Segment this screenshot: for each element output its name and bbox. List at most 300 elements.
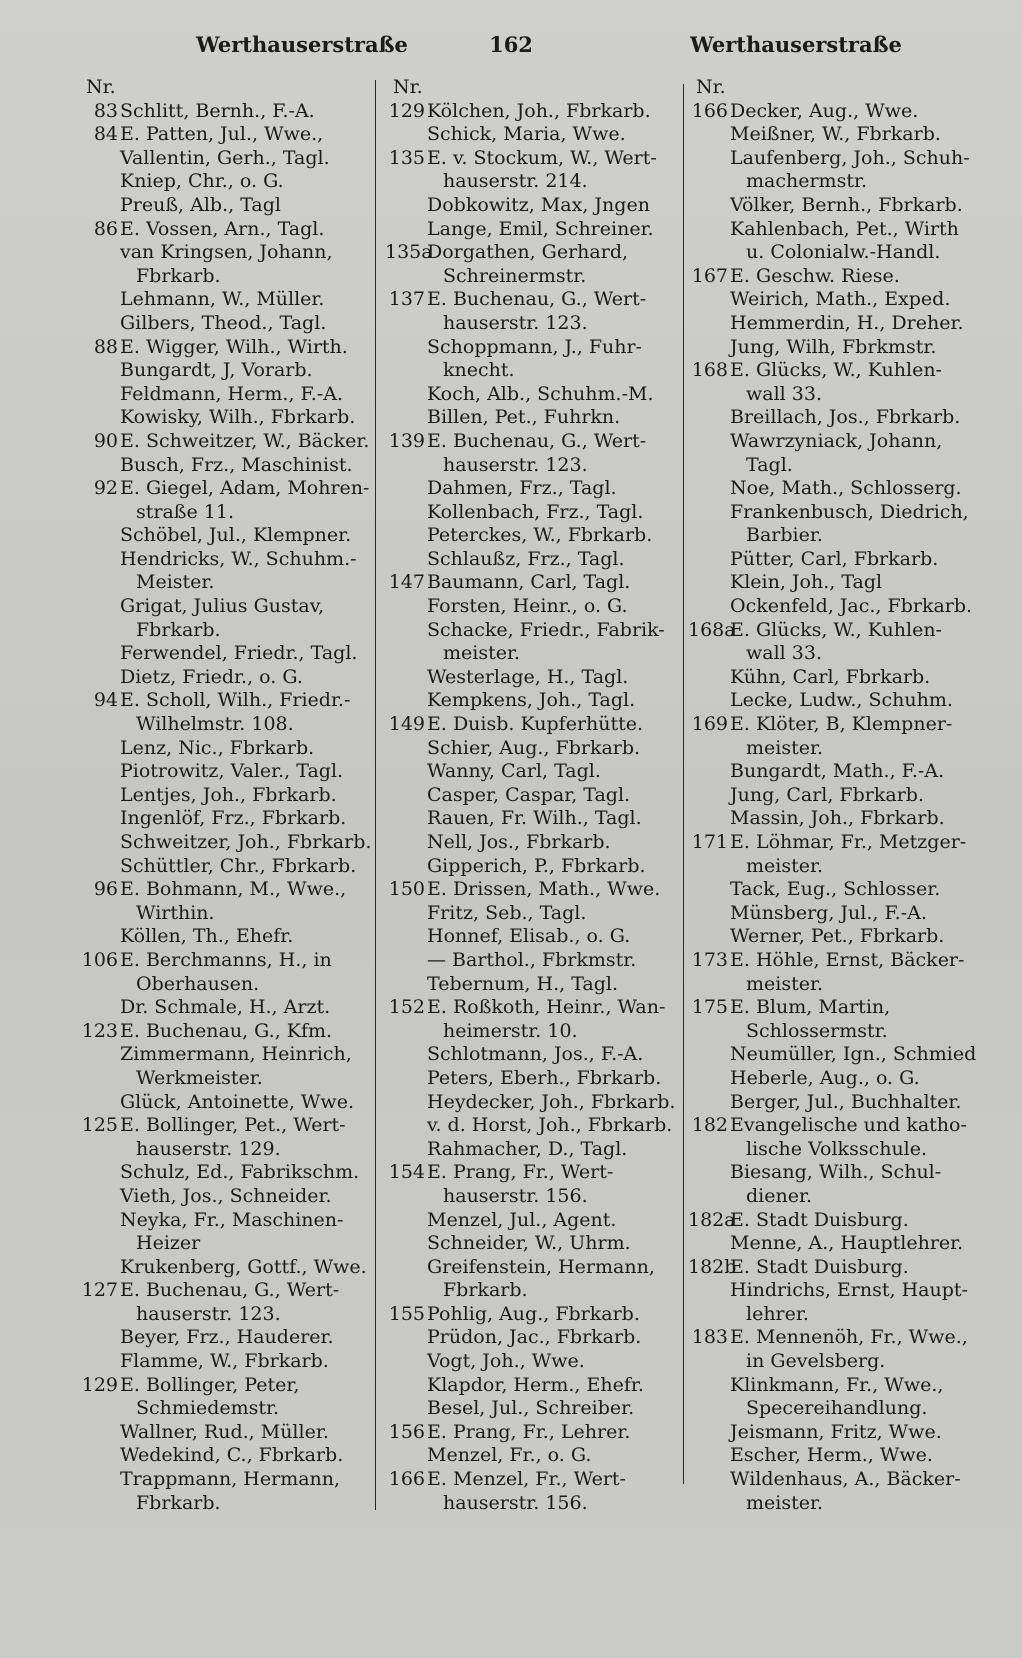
- entry-text: wall 33.: [746, 382, 822, 405]
- directory-line: [385, 996, 675, 1020]
- house-number: 86: [93, 217, 118, 240]
- directory-line: [385, 406, 675, 430]
- entry-text: E. Patten, Jul., Wwe.,: [120, 123, 324, 146]
- directory-line: [688, 454, 988, 478]
- entry-text: Evangelische und katho-: [730, 1114, 967, 1137]
- entry-text: E. Geschw. Riese.: [730, 264, 900, 287]
- directory-line: [78, 100, 368, 124]
- directory-line: [78, 973, 368, 997]
- entry-text: Billen, Pet., Fuhrkn.: [427, 406, 621, 429]
- entry-text: Menzel, Fr., o. G.: [427, 1444, 592, 1467]
- entry-text: Rahmacher, D., Tagl.: [427, 1137, 628, 1160]
- entry-text: Wilhelmstr. 108.: [136, 713, 294, 736]
- directory-line: [78, 1397, 368, 1421]
- entry-text: hauserstr. 123.: [443, 311, 588, 334]
- entry-text: Dahmen, Frz., Tagl.: [427, 477, 617, 500]
- directory-line: [385, 1091, 675, 1115]
- house-number: 129: [81, 1373, 118, 1396]
- directory-line: [385, 619, 675, 643]
- directory-line: [78, 1303, 368, 1327]
- directory-line: [688, 1067, 988, 1091]
- directory-line: [385, 1303, 675, 1327]
- directory-line: [688, 1444, 988, 1468]
- entry-text: Weirich, Math., Exped.: [730, 288, 951, 311]
- house-number: 169: [691, 713, 728, 736]
- entry-text: meister.: [443, 642, 521, 665]
- entry-text: Schulz, Ed., Fabrikschm.: [120, 1161, 360, 1184]
- directory-line: [385, 1161, 675, 1185]
- entry-text: Kollenbach, Frz., Tagl.: [427, 500, 644, 523]
- directory-line: [385, 831, 675, 855]
- entry-text: E. Mennenöh, Fr., Wwe.,: [730, 1326, 968, 1349]
- entry-text: Neumüller, Ign., Schmied: [730, 1043, 977, 1066]
- directory-line: [385, 1397, 675, 1421]
- entry-text: Fritz, Seb., Tagl.: [427, 901, 587, 924]
- directory-line: [688, 1256, 988, 1280]
- entry-text: Laufenberg, Joh., Schuh-: [730, 146, 970, 169]
- directory-line: [688, 666, 988, 690]
- entry-text: Berger, Jul., Buchhalter.: [730, 1090, 962, 1113]
- directory-line: [78, 241, 368, 265]
- entry-text: Schweitzer, Joh., Fbrkarb.: [120, 831, 372, 853]
- entry-text: hauserstr. 214.: [443, 170, 588, 193]
- house-number: 149: [388, 713, 425, 736]
- entry-text: Dorgathen, Gerhard,: [427, 241, 629, 264]
- entry-text: Pütter, Carl, Fbrkarb.: [730, 547, 939, 570]
- directory-line: [78, 1350, 368, 1374]
- entry-text: Wedekind, C., Fbrkarb.: [120, 1444, 344, 1467]
- directory-line: [688, 1138, 988, 1162]
- directory-line: [78, 996, 368, 1020]
- entry-text: machermstr.: [746, 170, 867, 193]
- entry-text: Schlaußz, Frz., Tagl.: [427, 547, 625, 570]
- directory-line: [78, 619, 368, 643]
- directory-line: [385, 147, 675, 171]
- directory-line: [78, 524, 368, 548]
- directory-line: [78, 1043, 368, 1067]
- directory-line: [78, 1468, 368, 1492]
- entry-text: Menzel, Jul., Agent.: [427, 1208, 617, 1231]
- directory-line: [385, 1114, 675, 1138]
- entry-text: Westerlage, H., Tagl.: [427, 665, 629, 688]
- entry-text: E. v. Stockum, W., Wert-: [427, 146, 657, 169]
- directory-line: [385, 807, 675, 831]
- entry-text: E. Menzel, Fr., Wert-: [427, 1468, 626, 1491]
- entry-text: Preuß, Alb., Tagl: [120, 193, 281, 216]
- directory-line: [78, 147, 368, 171]
- directory-line: [78, 1067, 368, 1091]
- entry-text: Neyka, Fr., Maschinen-: [120, 1208, 344, 1231]
- entry-text: Pohlig, Aug., Fbrkarb.: [427, 1302, 640, 1325]
- house-number: 139: [388, 429, 425, 452]
- directory-line: [688, 1161, 988, 1185]
- directory-line: [78, 1161, 368, 1185]
- directory-line: [385, 501, 675, 525]
- entry-text: E. Blum, Martin,: [730, 996, 891, 1019]
- entry-text: Nell, Jos., Fbrkarb.: [427, 831, 611, 853]
- entry-text: E. Prang, Fr., Lehrer.: [427, 1420, 631, 1443]
- house-number: 88: [93, 335, 118, 358]
- directory-line: [78, 265, 368, 289]
- entry-text: Völker, Bernh., Fbrkarb.: [730, 193, 963, 216]
- directory-line: [688, 878, 988, 902]
- entry-text: Meißner, W., Fbrkarb.: [730, 123, 941, 146]
- directory-line: [385, 430, 675, 454]
- entry-text: Ferwendel, Friedr., Tagl.: [120, 642, 358, 665]
- entry-text: Dietz, Friedr., o. G.: [120, 665, 303, 688]
- entry-text: Heberle, Aug., o. G.: [730, 1066, 920, 1089]
- entry-text: Piotrowitz, Valer., Tagl.: [120, 760, 344, 783]
- directory-line: [78, 406, 368, 430]
- entry-text: Jung, Wilh, Fbrkmstr.: [730, 335, 937, 358]
- entry-text: Schacke, Friedr., Fabrik-: [427, 618, 665, 641]
- house-number: 166: [691, 99, 728, 122]
- directory-line: [78, 855, 368, 879]
- entry-text: Schöbel, Jul., Klempner.: [120, 524, 352, 547]
- directory-line: [385, 1067, 675, 1091]
- entry-text: Decker, Aug., Wwe.: [730, 99, 919, 122]
- directory-line: [78, 548, 368, 572]
- entry-text: Lecke, Ludw., Schuhm.: [730, 689, 953, 712]
- house-number: 171: [691, 831, 728, 853]
- house-number: 167: [691, 264, 728, 287]
- entry-text: Kempkens, Joh., Tagl.: [427, 689, 636, 712]
- directory-line: [688, 619, 988, 643]
- entry-text: Hemmerdin, H., Dreher.: [730, 311, 964, 334]
- entry-text: meister.: [746, 1491, 824, 1514]
- entry-text: Wallner, Rud., Müller.: [120, 1420, 329, 1443]
- house-number: 175: [691, 996, 728, 1019]
- entry-text: Schneider, W., Uhrm.: [427, 1232, 631, 1255]
- house-number: 135: [388, 146, 425, 169]
- directory-line: [385, 1492, 675, 1516]
- directory-line: [78, 807, 368, 831]
- entry-text: lehrer.: [746, 1302, 809, 1325]
- entry-text: Peters, Eberh., Fbrkarb.: [427, 1066, 662, 1089]
- directory-line: [385, 1020, 675, 1044]
- entry-text: Schlossermstr.: [746, 1019, 888, 1042]
- directory-line: [385, 1374, 675, 1398]
- entry-text: Massin, Joh., Fbrkarb.: [730, 807, 945, 830]
- entry-text: Klein, Joh., Tagl: [730, 571, 883, 594]
- house-number: 90: [93, 429, 118, 452]
- directory-line: [688, 784, 988, 808]
- entry-text: knecht.: [443, 359, 515, 382]
- entry-text: E. Bollinger, Peter,: [120, 1373, 300, 1396]
- entry-text: Gilbers, Theod., Tagl.: [120, 311, 327, 334]
- directory-line: [78, 571, 368, 595]
- entry-text: Noe, Math., Schlosserg.: [730, 477, 962, 500]
- directory-line: [688, 1114, 988, 1138]
- directory-line: [688, 1421, 988, 1445]
- house-number: 166: [388, 1468, 425, 1491]
- directory-line: [78, 713, 368, 737]
- house-number: 168a: [688, 618, 736, 641]
- directory-line: [78, 666, 368, 690]
- entry-text: Fbrkarb.: [443, 1279, 528, 1302]
- directory-line: [385, 1326, 675, 1350]
- directory-line: [385, 288, 675, 312]
- directory-line: [78, 312, 368, 336]
- directory-line: [78, 1256, 368, 1280]
- directory-line: [688, 265, 988, 289]
- directory-line: [385, 784, 675, 808]
- directory-line: [385, 170, 675, 194]
- directory-line: [78, 595, 368, 619]
- entry-text: Ingenlöf, Frz., Fbrkarb.: [120, 807, 347, 830]
- directory-line: [78, 1138, 368, 1162]
- directory-line: [688, 1043, 988, 1067]
- directory-line: [688, 430, 988, 454]
- entry-text: E. Duisb. Kupferhütte.: [427, 713, 644, 736]
- entry-text: Specereihandlung.: [746, 1397, 928, 1420]
- column-divider: [683, 84, 684, 1484]
- directory-line: [688, 973, 988, 997]
- entry-text: Wildenhaus, A., Bäcker-: [730, 1468, 961, 1491]
- entry-text: E. Giegel, Adam, Mohren-: [120, 477, 370, 500]
- directory-line: [385, 336, 675, 360]
- entry-text: Peterckes, W., Fbrkarb.: [427, 524, 653, 547]
- entry-text: Schmiedemstr.: [136, 1397, 280, 1420]
- directory-line: [78, 925, 368, 949]
- entry-text: hauserstr. 156.: [443, 1491, 588, 1514]
- directory-line: [78, 430, 368, 454]
- entry-text: Honnef, Elisab., o. G.: [427, 925, 631, 948]
- entry-text: hauserstr. 123.: [136, 1302, 281, 1325]
- directory-line: [78, 170, 368, 194]
- entry-text: E. Glücks, W., Kuhlen-: [730, 359, 942, 382]
- directory-line: [78, 383, 368, 407]
- directory-line: [688, 218, 988, 242]
- entry-text: Fbrkarb.: [136, 1491, 221, 1514]
- entry-text: Lentjes, Joh., Fbrkarb.: [120, 783, 337, 806]
- entry-text: Köllen, Th., Ehefr.: [120, 925, 294, 948]
- directory-line: [688, 1374, 988, 1398]
- column-label: Nr.: [696, 76, 726, 98]
- directory-line: [385, 218, 675, 242]
- directory-line: [78, 689, 368, 713]
- directory-line: [78, 359, 368, 383]
- house-number: 154: [388, 1161, 425, 1184]
- house-number: 152: [388, 996, 425, 1019]
- entry-text: Tack, Eug., Schlosser.: [730, 878, 941, 901]
- page-number: 162: [489, 32, 533, 57]
- directory-line: [385, 1232, 675, 1256]
- directory-line: [688, 147, 988, 171]
- column-divider: [375, 80, 376, 1510]
- entry-text: Escher, Herm., Wwe.: [730, 1444, 933, 1467]
- directory-line: [385, 1350, 675, 1374]
- house-number: 96: [93, 878, 118, 901]
- entry-text: E. Drissen, Math., Wwe.: [427, 878, 661, 901]
- entry-text: E. Prang, Fr., Wert-: [427, 1161, 614, 1184]
- entry-text: Jeismann, Fritz, Wwe.: [730, 1420, 942, 1443]
- directory-line: [78, 1444, 368, 1468]
- entry-text: E. Bohmann, M., Wwe.,: [120, 878, 347, 901]
- entry-text: E. Wigger, Wilh., Wirth.: [120, 335, 348, 358]
- directory-line: [688, 1326, 988, 1350]
- directory-line: [688, 996, 988, 1020]
- directory-line: [688, 359, 988, 383]
- entry-text: Tagl.: [746, 453, 793, 476]
- entry-text: Kölchen, Joh., Fbrkarb.: [427, 99, 651, 122]
- entry-text: E. Vossen, Arn., Tagl.: [120, 217, 325, 240]
- directory-line: [385, 265, 675, 289]
- house-number: 92: [93, 477, 118, 500]
- entry-text: Krukenberg, Gottf., Wwe.: [120, 1255, 367, 1278]
- entry-text: Fbrkarb.: [136, 618, 221, 641]
- entry-text: heimerstr. 10.: [443, 1019, 578, 1042]
- entry-text: E. Berchmanns, H., in: [120, 948, 332, 971]
- directory-line: [688, 689, 988, 713]
- entry-text: Frankenbusch, Diedrich,: [730, 500, 969, 523]
- directory-line: [385, 571, 675, 595]
- directory-line: [78, 1374, 368, 1398]
- directory-line: [385, 359, 675, 383]
- directory-line: [688, 925, 988, 949]
- house-number: 182: [691, 1114, 728, 1137]
- directory-line: [688, 1232, 988, 1256]
- house-number: 156: [388, 1420, 425, 1443]
- entry-text: Ockenfeld, Jac., Fbrkarb.: [730, 595, 973, 618]
- entry-text: Werner, Pet., Fbrkarb.: [730, 925, 945, 948]
- directory-line: [78, 902, 368, 926]
- directory-line: [688, 524, 988, 548]
- entry-text: E. Glücks, W., Kuhlen-: [730, 618, 942, 641]
- directory-line: [688, 760, 988, 784]
- directory-line: [385, 925, 675, 949]
- directory-line: [688, 807, 988, 831]
- house-number: 183: [691, 1326, 728, 1349]
- entry-text: Lehmann, W., Müller.: [120, 288, 325, 311]
- entry-text: Tebernum, H., Tagl.: [427, 972, 618, 995]
- directory-line: [78, 878, 368, 902]
- column-label: Nr.: [393, 76, 423, 98]
- directory-line: [688, 1468, 988, 1492]
- entry-text: E. Roßkoth, Heinr., Wan-: [427, 996, 666, 1019]
- entry-text: Beyer, Frz., Hauderer.: [120, 1326, 334, 1349]
- directory-line: [385, 100, 675, 124]
- directory-line: [78, 76, 368, 100]
- entry-text: van Kringsen, Johann,: [120, 241, 333, 264]
- entry-text: Greifenstein, Hermann,: [427, 1255, 655, 1278]
- directory-line: [688, 548, 988, 572]
- directory-line: [385, 902, 675, 926]
- directory-line: [385, 855, 675, 879]
- directory-line: [688, 100, 988, 124]
- directory-line: [78, 123, 368, 147]
- column-2: [385, 76, 675, 1515]
- column-1: [78, 76, 372, 1515]
- directory-line: [385, 312, 675, 336]
- entry-text: Bungardt, Math., F.-A.: [730, 760, 945, 783]
- house-number: 94: [93, 689, 118, 712]
- directory-line: [385, 241, 675, 265]
- directory-line: [385, 1279, 675, 1303]
- directory-line: [385, 477, 675, 501]
- entry-text: Wirthin.: [136, 901, 215, 924]
- directory-line: [385, 123, 675, 147]
- directory-line: [78, 194, 368, 218]
- entry-text: Dobkowitz, Max, Jngen: [427, 193, 650, 216]
- directory-line: [688, 477, 988, 501]
- entry-text: v. d. Horst, Joh., Fbrkarb.: [427, 1114, 673, 1137]
- directory-line: [78, 501, 368, 525]
- entry-text: Lenz, Nic., Fbrkarb.: [120, 736, 315, 759]
- entry-text: Schlitt, Bernh., F.-A.: [120, 99, 315, 122]
- directory-line: [385, 1444, 675, 1468]
- directory-line: [78, 1020, 368, 1044]
- house-number: 83: [93, 99, 118, 122]
- directory-line: [688, 312, 988, 336]
- entry-text: E. Buchenau, G., Wert-: [427, 288, 647, 311]
- directory-line: [688, 123, 988, 147]
- directory-line: [78, 1492, 368, 1516]
- directory-line: [688, 194, 988, 218]
- entry-text: Kniep, Chr., o. G.: [120, 170, 284, 193]
- house-number: 150: [388, 878, 425, 901]
- directory-line: [385, 1468, 675, 1492]
- entry-text: u. Colonialw.-Handl.: [746, 241, 941, 264]
- entry-text: E. Buchenau, G., Wert-: [427, 429, 647, 452]
- house-number: 135a: [385, 241, 433, 264]
- directory-line: [385, 383, 675, 407]
- house-number: 123: [81, 1019, 118, 1042]
- entry-text: hauserstr. 129.: [136, 1137, 281, 1160]
- directory-line: [78, 477, 368, 501]
- directory-line: [385, 878, 675, 902]
- directory-line: [688, 855, 988, 879]
- entry-text: Klinkmann, Fr., Wwe.,: [730, 1373, 944, 1396]
- entry-text: Glück, Antoinette, Wwe.: [120, 1090, 354, 1113]
- entry-text: Rauen, Fr. Wilh., Tagl.: [427, 807, 642, 830]
- entry-text: Baumann, Carl, Tagl.: [427, 571, 631, 594]
- directory-line: [385, 595, 675, 619]
- directory-line: [385, 737, 675, 761]
- entry-text: diener.: [746, 1184, 812, 1207]
- directory-line: [78, 1279, 368, 1303]
- entry-text: Lange, Emil, Schreiner.: [427, 217, 654, 240]
- entry-text: Schreinermstr.: [443, 264, 587, 287]
- directory-line: [385, 1185, 675, 1209]
- directory-line: [385, 524, 675, 548]
- entry-text: Hendricks, W., Schuhm.-: [120, 547, 357, 570]
- directory-line: [385, 1421, 675, 1445]
- entry-text: E. Buchenau, G., Kfm.: [120, 1019, 333, 1042]
- directory-line: [78, 1091, 368, 1115]
- entry-text: Bungardt, J, Vorarb.: [120, 359, 313, 382]
- entry-text: Werkmeister.: [136, 1066, 263, 1089]
- directory-line: [688, 241, 988, 265]
- directory-line: [78, 1421, 368, 1445]
- directory-line: [688, 571, 988, 595]
- directory-line: [78, 218, 368, 242]
- directory-line: [385, 548, 675, 572]
- directory-line: [78, 949, 368, 973]
- entry-text: Schlotmann, Jos., F.-A.: [427, 1043, 644, 1066]
- entry-text: Vogt, Joh., Wwe.: [427, 1350, 585, 1373]
- directory-line: [78, 1185, 368, 1209]
- entry-text: Heydecker, Joh., Fbrkarb.: [427, 1090, 676, 1113]
- directory-line: [688, 1492, 988, 1516]
- directory-line: [688, 1020, 988, 1044]
- entry-text: Trappmann, Hermann,: [120, 1468, 341, 1491]
- entry-text: Wanny, Carl, Tagl.: [427, 760, 601, 783]
- directory-line: [78, 288, 368, 312]
- house-number: 182b: [688, 1255, 737, 1278]
- column-3: [688, 76, 988, 1515]
- entry-text: Heizer: [136, 1232, 201, 1255]
